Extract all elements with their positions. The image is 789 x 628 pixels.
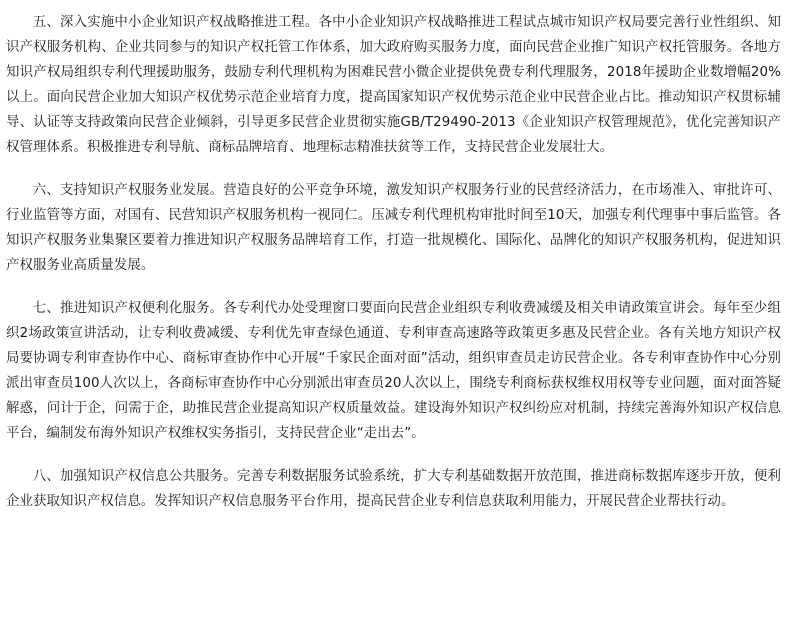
paragraph-six: 六、支持知识产权服务业发展。营造良好的公平竞争环境，激发知识产权服务行业的民营经济活力，在市场准入、审批许可、行业监管等方面，对国有、民营知识产权服务机构一视同仁。压减专利代理机构审批时间至10天，加强专利代理事中事后监管。各知识产权服务业集聚区要着力推进知识产权服务品牌培育工作，打造一批规模化、国际化、品牌化的知识产权服务机构，促进知识产权服务业高质量发展。 <box>6 183 781 273</box>
paragraph-seven: 七、推进知识产权便利化服务。各专利代办处受理窗口要面向民营企业组织专利收费减缓及相关申请政策宣讲会。每年至少组织2场政策宣讲活动，让专利收费减缓、专利优先审查绿色通道、专利审查高速路等政策更多惠及民营企业。各有关地方知识产权局要协调专利审查协作中心、商标审查协作中心开展“千家民企面对面”活动，组织审查员走访民营企业。各专利审查协作中心分别派出审查员100人次以上，各商标审查协作中心分别派出审查员20人次以上，围绕专利商标获权维权用权等专业问题，面对面答疑解惑，问计于企，问需于企，助推民营企业提高知识产权质量效益。建设海外知识产权纠纷应对机制，持续完善海外知识产权信息平台，编制发布海外知识产权维权实务指引，支持民营企业“走出去”。 <box>6 301 781 441</box>
paragraph-eight: 八、加强知识产权信息公共服务。完善专利数据服务试验系统，扩大专利基础数据开放范围，推进商标数据库逐步开放，便利企业获取知识产权信息。发挥知识产权信息服务平台作用，提高民营企业专利信息获取利用能力，开展民营企业帮扶行动。 <box>6 469 781 509</box>
paragraph-five: 五、深入实施中小企业知识产权战略推进工程。各中小企业知识产权战略推进工程试点城市知识产权局要完善行业性组织、知识产权服务机构、企业共同参与的知识产权托管工作体系，加大政府购买服务力度，面向民营企业推广知识产权托管服务。各地方知识产权局组织专利代理援助服务，鼓励专利代理机构为困难民营小微企业提供免费专利代理服务，2018年援助企业数增幅20%以上。面向民营企业加大知识产权优势示范企业培育力度，提高国家知识产权优势示范企业中民营企业占比。推动知识产权贯标辅导、认证等支持政策向民营企业倾斜，引导更多民营企业贯彻实施GB/T29490-2013《企业知识产权管理规范》，优化完善知识产权管理体系。积极推进专利导航、商标品牌培育、地理标志精准扶贫等工作，支持民营企业发展壮大。 <box>6 15 781 155</box>
